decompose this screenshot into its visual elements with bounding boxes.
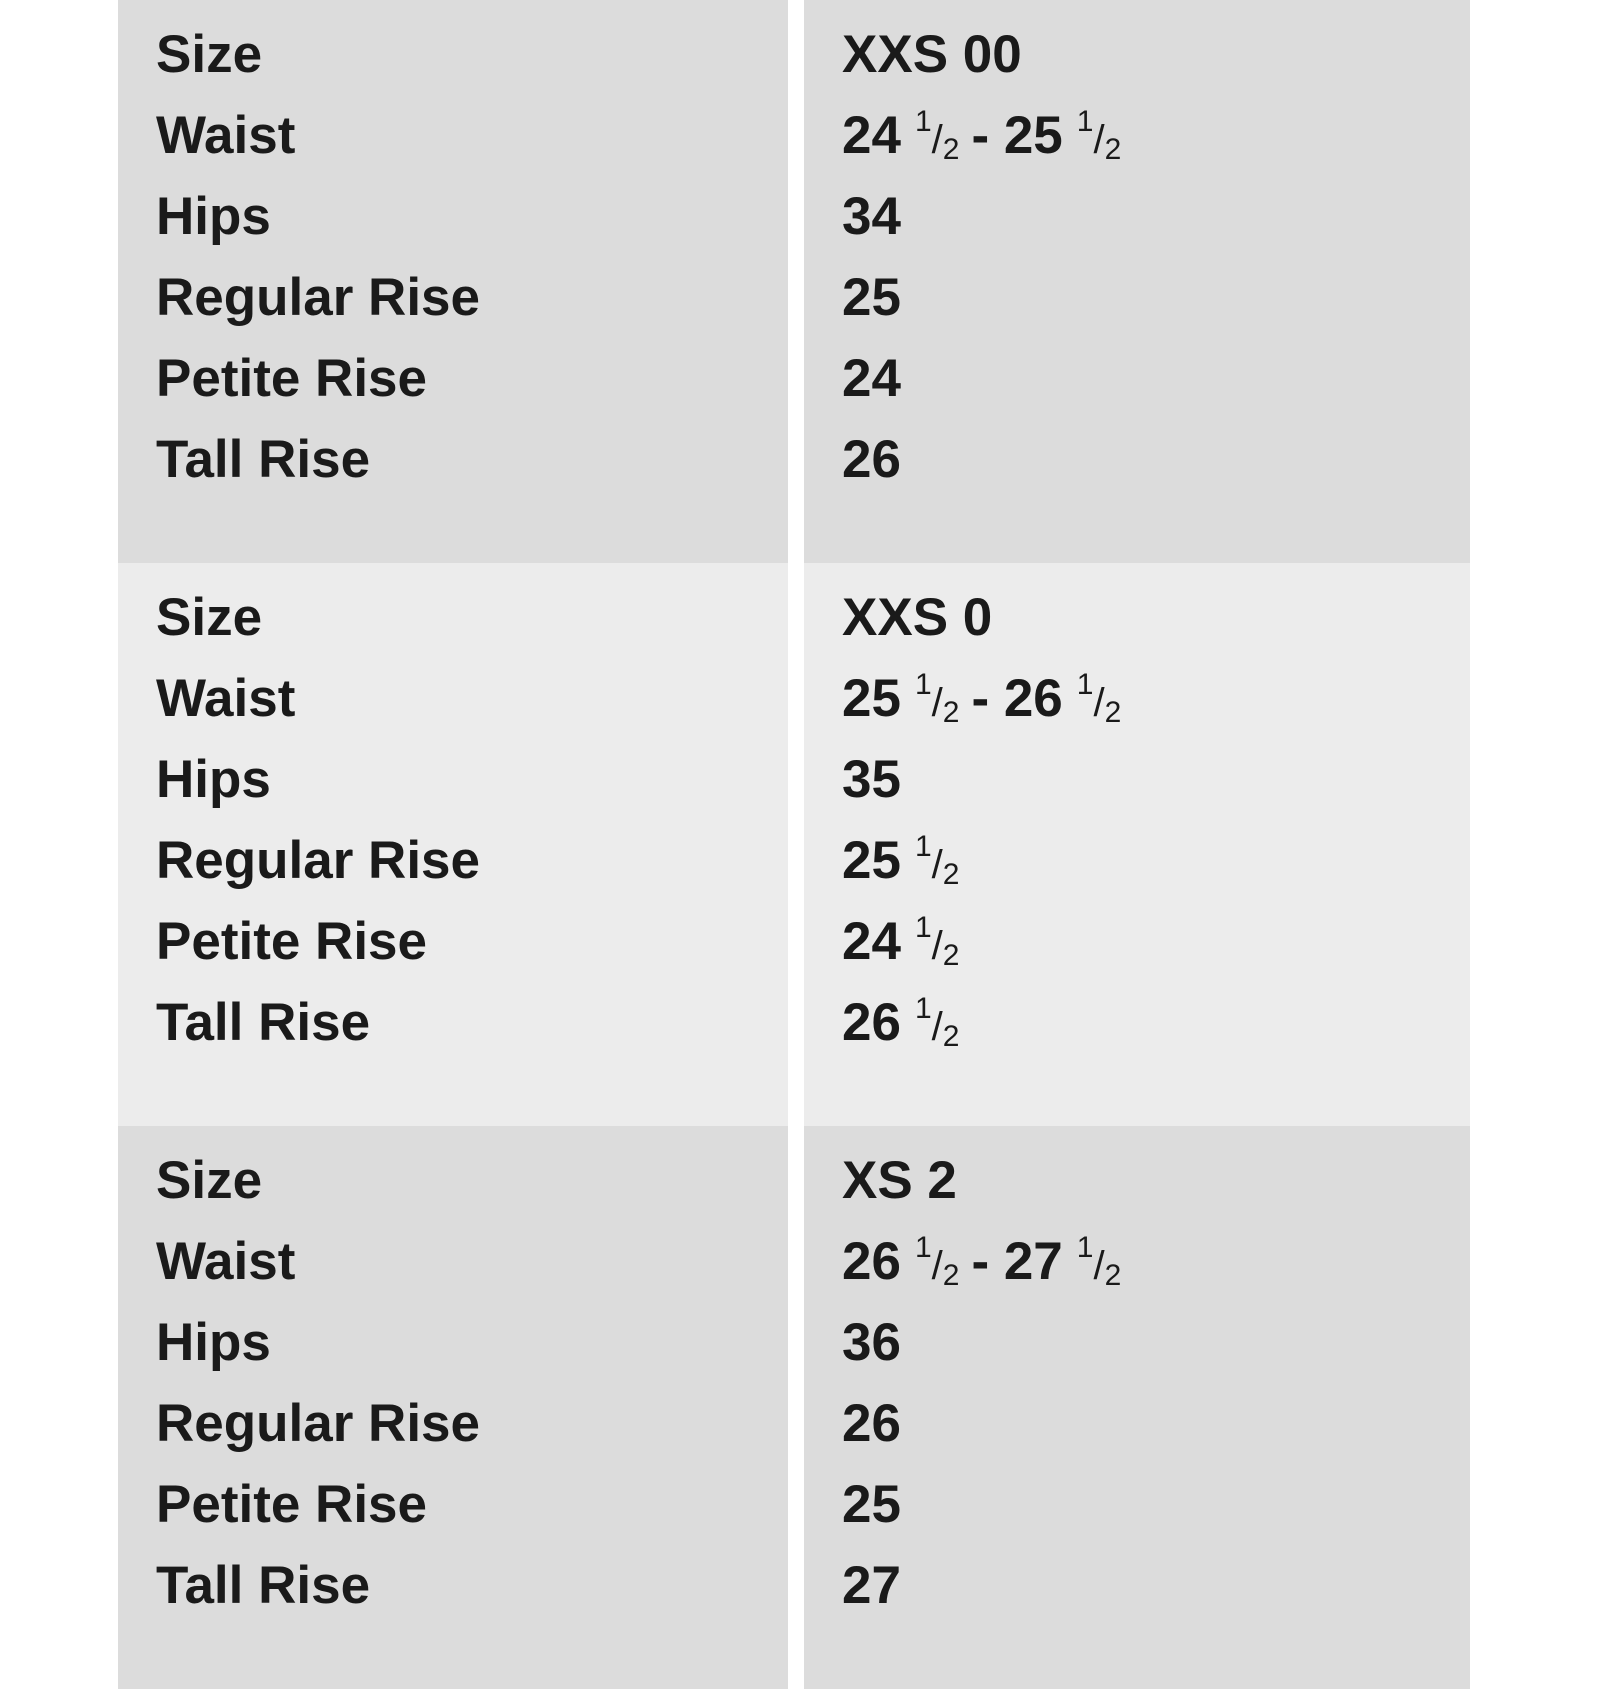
measurement-value xyxy=(842,1310,1470,1391)
fraction: $^1/_2$ xyxy=(914,992,960,1053)
size-group xyxy=(118,0,1470,563)
value-number: 26 xyxy=(842,430,901,489)
measurement-value xyxy=(842,585,1470,666)
value-number: 35 xyxy=(842,750,901,809)
value-number: XXS 00 xyxy=(842,25,1022,84)
measurement-label: Tall Rise xyxy=(156,1556,371,1615)
value-number: 25 xyxy=(842,831,901,890)
measurement-label: Hips xyxy=(156,187,271,246)
measurement-value xyxy=(842,828,1470,909)
measurement-label: Size xyxy=(156,25,263,84)
value-range-end: - 26 xyxy=(971,669,1063,728)
value-column xyxy=(804,0,1470,563)
fraction: $^1/_2$ xyxy=(1076,1231,1122,1292)
measurement-value xyxy=(842,1472,1470,1553)
value-number: 25 xyxy=(842,1475,901,1534)
fraction: $^1/_2$ xyxy=(914,1231,960,1292)
measurement-label: Regular Rise xyxy=(156,831,481,890)
measurement-value xyxy=(842,265,1470,346)
size-group xyxy=(118,1126,1470,1689)
fraction: $^1/_2$ xyxy=(1076,105,1122,166)
fraction: $^1/_2$ xyxy=(914,830,960,891)
value-number: 24 xyxy=(842,912,901,971)
measurement-value xyxy=(842,1391,1470,1472)
measurement-value xyxy=(842,1229,1470,1310)
value-number: 34 xyxy=(842,187,901,246)
measurement-value xyxy=(842,909,1470,990)
value-column xyxy=(804,563,1470,1126)
value-number: 26 xyxy=(842,1232,901,1291)
value-number: 25 xyxy=(842,669,901,728)
measurement-label: Hips xyxy=(156,750,271,809)
measurement-value xyxy=(842,184,1470,265)
measurement-label: Tall Rise xyxy=(156,430,371,489)
measurement-value xyxy=(842,747,1470,828)
measurement-value xyxy=(842,990,1470,1071)
fraction: $^1/_2$ xyxy=(914,911,960,972)
measurement-label: Regular Rise xyxy=(156,1394,481,1453)
value-number: 26 xyxy=(842,993,901,1052)
measurement-label: Tall Rise xyxy=(156,993,371,1052)
measurement-value xyxy=(842,1553,1470,1634)
measurement-label: Petite Rise xyxy=(156,349,428,408)
measurement-label: Hips xyxy=(156,1313,271,1372)
measurement-value xyxy=(842,346,1470,427)
measurement-label: Petite Rise xyxy=(156,1475,428,1534)
measurement-value xyxy=(842,103,1470,184)
value-number: XS 2 xyxy=(842,1151,957,1210)
measurement-label: Size xyxy=(156,1151,263,1210)
value-column xyxy=(804,1126,1470,1689)
value-number: 26 xyxy=(842,1394,901,1453)
fraction: $^1/_2$ xyxy=(1076,668,1122,729)
value-number: 27 xyxy=(842,1556,901,1615)
value-number: XXS 0 xyxy=(842,588,993,647)
size-group xyxy=(118,563,1470,1126)
fraction: $^1/_2$ xyxy=(914,668,960,729)
measurement-label: Waist xyxy=(156,1232,296,1291)
measurement-value xyxy=(842,1148,1470,1229)
measurement-label: Petite Rise xyxy=(156,912,428,971)
value-number: 24 xyxy=(842,106,901,165)
label-column xyxy=(118,0,788,563)
measurement-label: Waist xyxy=(156,669,296,728)
value-number: 36 xyxy=(842,1313,901,1372)
fraction: $^1/_2$ xyxy=(914,105,960,166)
size-chart-table xyxy=(118,0,1470,1689)
value-number: 24 xyxy=(842,349,901,408)
measurement-label: Regular Rise xyxy=(156,268,481,327)
value-range-end: - 25 xyxy=(971,106,1063,165)
measurement-label: Size xyxy=(156,588,263,647)
label-column xyxy=(118,1126,788,1689)
measurement-value xyxy=(842,666,1470,747)
measurement-label: Waist xyxy=(156,106,296,165)
measurement-value xyxy=(842,22,1470,103)
measurement-value xyxy=(842,427,1470,508)
label-column xyxy=(118,563,788,1126)
value-range-end: - 27 xyxy=(971,1232,1063,1291)
value-number: 25 xyxy=(842,268,901,327)
